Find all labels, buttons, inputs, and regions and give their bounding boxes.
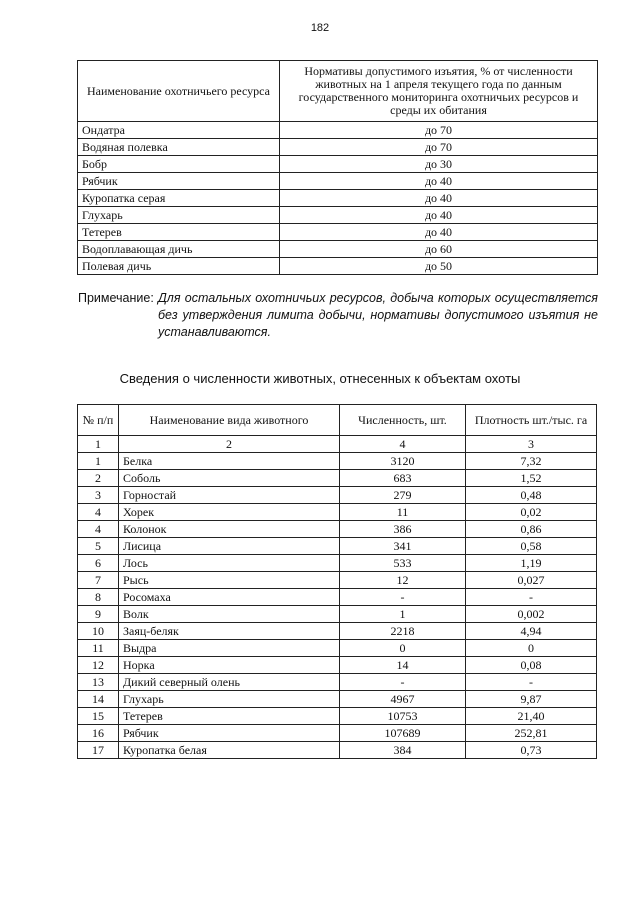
table-row [78, 640, 597, 657]
count-cell: 10753 [340, 708, 466, 725]
table-row [78, 487, 597, 504]
count-cell: 11 [340, 504, 466, 521]
row-number-cell: 14 [78, 691, 119, 708]
count-cell: 384 [340, 742, 466, 759]
density-cell: 252,81 [466, 725, 597, 742]
row-number-cell: 10 [78, 623, 119, 640]
count-cell: 14 [340, 657, 466, 674]
animals-header-count: Численность, шт. [340, 405, 466, 436]
resource-name-cell: Глухарь [78, 207, 280, 224]
norm-value-cell: до 60 [280, 241, 598, 258]
density-cell: 0,027 [466, 572, 597, 589]
count-cell: 341 [340, 538, 466, 555]
animals-section-title: Сведения о численности животных, отнесенных к объектам охоты [119, 371, 521, 386]
species-name-cell: Колонок [119, 521, 340, 538]
count-cell: - [340, 674, 466, 691]
count-cell: 279 [340, 487, 466, 504]
species-name-cell: Соболь [119, 470, 340, 487]
row-number-cell: 17 [78, 742, 119, 759]
norm-value-cell: до 30 [280, 156, 598, 173]
table-row [78, 139, 598, 156]
row-number-cell: 1 [78, 453, 119, 470]
norms-header-resource: Наименование охотничьего ресурса [78, 61, 280, 122]
row-number-cell: 9 [78, 606, 119, 623]
norms-table-header [78, 61, 598, 122]
species-name-cell: Волк [119, 606, 340, 623]
density-cell: 0,58 [466, 538, 597, 555]
species-name-cell: Рябчик [119, 725, 340, 742]
page-number: 182 [310, 22, 330, 34]
table-row [78, 470, 597, 487]
table-row [78, 504, 597, 521]
note [78, 290, 598, 341]
density-cell: 0,002 [466, 606, 597, 623]
row-number-cell: 13 [78, 674, 119, 691]
row-number-cell: 16 [78, 725, 119, 742]
hunting-norms-table [77, 60, 598, 275]
table-row [78, 725, 597, 742]
table-row [78, 207, 598, 224]
species-name-cell: Хорек [119, 504, 340, 521]
table-row [78, 555, 597, 572]
row-number-cell: 4 [78, 521, 119, 538]
species-name-cell: Дикий северный олень [119, 674, 340, 691]
row-number-cell: 4 [78, 504, 119, 521]
row-number-cell: 12 [78, 657, 119, 674]
density-cell: 4,94 [466, 623, 597, 640]
resource-name-cell: Рябчик [78, 173, 280, 190]
norm-value-cell: до 40 [280, 190, 598, 207]
note-label: Примечание: [78, 291, 154, 305]
column-number-cell: 1 [78, 436, 119, 453]
row-number-cell: 3 [78, 487, 119, 504]
density-cell: 0,48 [466, 487, 597, 504]
table-row [78, 538, 597, 555]
density-cell: 9,87 [466, 691, 597, 708]
count-cell: 0 [340, 640, 466, 657]
column-number-cell: 4 [340, 436, 466, 453]
species-name-cell: Горностай [119, 487, 340, 504]
density-cell: 7,32 [466, 453, 597, 470]
species-name-cell: Белка [119, 453, 340, 470]
count-cell: 4967 [340, 691, 466, 708]
norm-value-cell: до 40 [280, 207, 598, 224]
animals-table-header [78, 405, 597, 436]
density-cell: - [466, 674, 597, 691]
count-cell: 2218 [340, 623, 466, 640]
animals-count-table [77, 404, 597, 759]
norms-header-standard: Нормативы допустимого изъятия, % от численности животных на 1 апреля текущего года по данным государственного мониторинга охотничьих ресурсов и среды их обитания [280, 61, 598, 122]
species-name-cell: Росомаха [119, 589, 340, 606]
norm-value-cell: до 50 [280, 258, 598, 275]
species-name-cell: Заяц-беляк [119, 623, 340, 640]
animals-header-number: № п/п [78, 405, 119, 436]
row-number-cell: 5 [78, 538, 119, 555]
norm-value-cell: до 40 [280, 224, 598, 241]
row-number-cell: 8 [78, 589, 119, 606]
table-row [78, 572, 597, 589]
norm-value-cell: до 70 [280, 122, 598, 139]
column-number-cell: 2 [119, 436, 340, 453]
count-cell: 3120 [340, 453, 466, 470]
norm-value-cell: до 70 [280, 139, 598, 156]
animals-header-species: Наименование вида животного [119, 405, 340, 436]
density-cell: 0,08 [466, 657, 597, 674]
table-row [78, 606, 597, 623]
density-cell: 0,73 [466, 742, 597, 759]
species-name-cell: Тетерев [119, 708, 340, 725]
count-cell: 1 [340, 606, 466, 623]
count-cell: 533 [340, 555, 466, 572]
density-cell: 1,52 [466, 470, 597, 487]
column-number-cell: 3 [466, 436, 597, 453]
resource-name-cell: Полевая дичь [78, 258, 280, 275]
species-name-cell: Куропатка белая [119, 742, 340, 759]
table-row [78, 521, 597, 538]
row-number-cell: 11 [78, 640, 119, 657]
table-row [78, 453, 597, 470]
table-row [78, 156, 598, 173]
species-name-cell: Глухарь [119, 691, 340, 708]
resource-name-cell: Тетерев [78, 224, 280, 241]
column-numbers-row [78, 436, 597, 453]
resource-name-cell: Бобр [78, 156, 280, 173]
density-cell: - [466, 589, 597, 606]
resource-name-cell: Водоплавающая дичь [78, 241, 280, 258]
table-row [78, 224, 598, 241]
table-row [78, 691, 597, 708]
count-cell: 386 [340, 521, 466, 538]
density-cell: 1,19 [466, 555, 597, 572]
table-row [78, 589, 597, 606]
species-name-cell: Рысь [119, 572, 340, 589]
animals-table-body [78, 436, 597, 759]
table-row [78, 173, 598, 190]
density-cell: 0,86 [466, 521, 597, 538]
count-cell: 12 [340, 572, 466, 589]
density-cell: 0 [466, 640, 597, 657]
table-row [78, 742, 597, 759]
row-number-cell: 2 [78, 470, 119, 487]
table-row [78, 708, 597, 725]
density-cell: 21,40 [466, 708, 597, 725]
resource-name-cell: Куропатка серая [78, 190, 280, 207]
animals-header-density: Плотность шт./тыс. га [466, 405, 597, 436]
table-row [78, 190, 598, 207]
count-cell: 107689 [340, 725, 466, 742]
species-name-cell: Лось [119, 555, 340, 572]
table-row [78, 258, 598, 275]
resource-name-cell: Водяная полевка [78, 139, 280, 156]
note-text: Для остальных охотничьих ресурсов, добыча которых осуществляется без утверждения лимита добычи, нормативы допустимого изъятия не устанавливаются. [158, 291, 598, 339]
table-row [78, 122, 598, 139]
row-number-cell: 7 [78, 572, 119, 589]
norm-value-cell: до 40 [280, 173, 598, 190]
count-cell: 683 [340, 470, 466, 487]
table-row [78, 674, 597, 691]
table-row [78, 623, 597, 640]
density-cell: 0,02 [466, 504, 597, 521]
count-cell: - [340, 589, 466, 606]
norms-table-body [78, 122, 598, 275]
species-name-cell: Лисица [119, 538, 340, 555]
resource-name-cell: Ондатра [78, 122, 280, 139]
row-number-cell: 6 [78, 555, 119, 572]
table-row [78, 241, 598, 258]
species-name-cell: Норка [119, 657, 340, 674]
row-number-cell: 15 [78, 708, 119, 725]
species-name-cell: Выдра [119, 640, 340, 657]
table-row [78, 657, 597, 674]
